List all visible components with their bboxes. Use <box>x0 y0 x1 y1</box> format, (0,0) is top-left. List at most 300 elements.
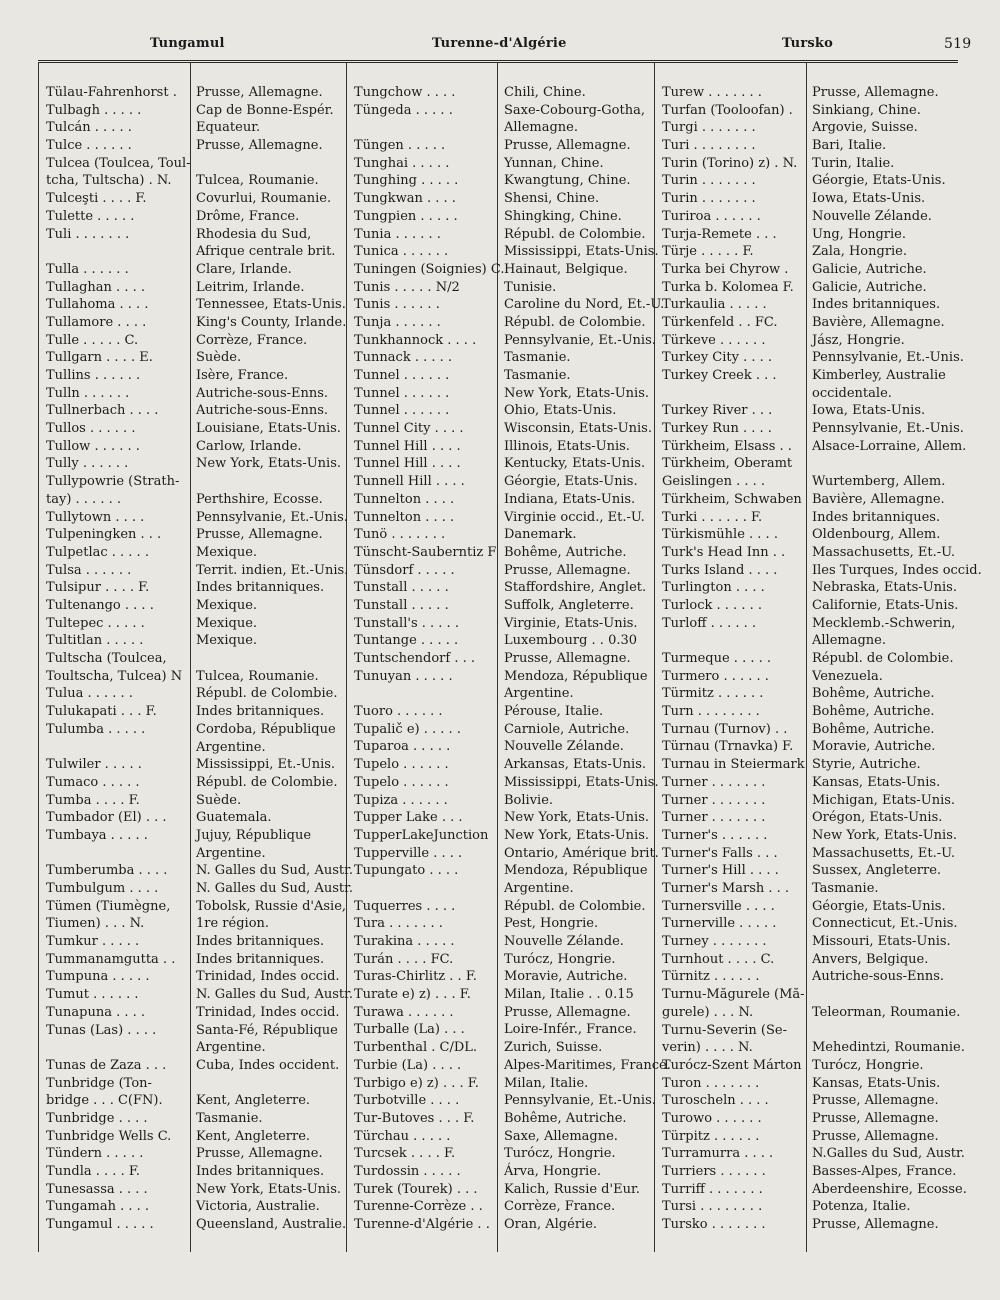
place-location <box>190 703 346 721</box>
place-name <box>656 420 806 438</box>
place-location <box>806 774 962 792</box>
place-name <box>348 845 498 863</box>
place-location-line: Nebraska, Etats-Unis. <box>812 580 957 596</box>
place-location-line: Kansas, Etats-Unis. <box>812 774 941 790</box>
place-location-line: Pennsylvanie, Et.-Unis. <box>812 421 964 437</box>
place-name <box>348 402 498 420</box>
place-name <box>348 172 498 190</box>
place-location-line: Ontario, Amérique brit. <box>504 845 659 861</box>
place-name <box>40 756 190 774</box>
place-name-line: Tupungato . . . . <box>354 863 459 879</box>
place-name <box>656 1181 806 1199</box>
place-location-line: Territ. indien, Et.-Unis. <box>196 562 349 578</box>
place-location <box>498 509 654 527</box>
place-location-line: Virginie occid., Et.-U. <box>504 509 645 525</box>
place-location-line: Républ. de Colombie. <box>812 651 954 667</box>
place-location-line: Queensland, Australie. <box>196 1217 347 1233</box>
place-name <box>348 296 498 314</box>
place-location-line: Jujuy, République <box>196 827 312 843</box>
place-name-line: Tüngeda . . . . . <box>354 102 453 118</box>
place-location <box>498 668 654 703</box>
place-location-line: Suède. <box>196 792 242 808</box>
entry-row <box>656 1075 962 1093</box>
place-location-line: Kalich, Russie d'Eur. <box>504 1181 640 1197</box>
entry-row <box>656 1163 962 1181</box>
place-name-line: Tulle . . . . . C. <box>46 332 139 348</box>
place-location <box>806 650 962 668</box>
entry-row <box>40 367 346 385</box>
place-name-line: Turoscheln . . . . <box>662 1093 769 1109</box>
place-name-line: Tunesassa . . . . <box>46 1181 148 1197</box>
place-location <box>190 279 346 297</box>
entry-row <box>656 898 962 916</box>
place-name <box>348 933 498 951</box>
place-location <box>806 756 962 774</box>
place-location-line: Rhodesia du Sud, <box>196 226 312 242</box>
place-location <box>190 473 346 508</box>
place-location-line: Prusse, Allemagne. <box>504 562 631 578</box>
place-name-line: Turramurra . . . . <box>662 1146 774 1162</box>
entry-row <box>656 986 962 1021</box>
entry-row <box>348 774 659 792</box>
entry-row <box>348 1057 671 1075</box>
place-location <box>190 420 346 438</box>
place-name <box>348 208 498 226</box>
entry-row <box>348 1021 654 1039</box>
place-location <box>806 1128 962 1146</box>
place-location <box>806 509 962 527</box>
place-location <box>190 1128 346 1146</box>
place-name-line: Tümen (Tiumègne, <box>46 898 171 914</box>
place-name <box>348 1092 498 1110</box>
place-name <box>348 597 498 615</box>
place-name <box>656 862 806 880</box>
place-name <box>348 1216 498 1234</box>
entry-row <box>40 809 346 827</box>
place-name-line: Tulsa . . . . . . <box>46 562 132 578</box>
place-location-line: Ohio, Etats-Unis. <box>504 403 617 419</box>
entry-row <box>656 137 962 155</box>
place-location-line: Iowa, Etats-Unis. <box>812 191 926 207</box>
place-location-line: Indes britanniques. <box>812 509 941 525</box>
entry-row <box>656 1092 962 1110</box>
place-location-line: Tasmanie. <box>504 350 571 366</box>
place-location <box>806 986 962 1021</box>
place-name <box>40 314 190 332</box>
place-name-line: Tullgarn . . . . E. <box>46 350 153 366</box>
place-name <box>40 420 190 438</box>
place-name <box>40 1128 190 1146</box>
column-rule <box>346 62 347 1252</box>
header-center-catchword: Turenne-d'Algérie <box>432 36 567 51</box>
place-location <box>498 1128 654 1146</box>
place-location-line: Mendoza, République <box>504 863 648 879</box>
place-name <box>40 84 190 102</box>
place-location <box>190 1198 346 1216</box>
place-name <box>40 208 190 226</box>
place-name <box>656 597 806 615</box>
place-location <box>190 756 346 774</box>
entry-row <box>40 597 346 615</box>
place-name-line: Turas-Chirlitz . . F. <box>354 969 477 985</box>
entry-row <box>40 190 346 208</box>
entry-row <box>348 650 654 668</box>
place-location <box>190 314 346 332</box>
place-location <box>806 402 962 420</box>
place-location <box>190 827 346 862</box>
place-name <box>656 809 806 827</box>
place-location-line: Prusse, Allemagne. <box>196 85 323 100</box>
place-location <box>498 951 654 969</box>
place-name-line: Turon . . . . . . . <box>662 1075 760 1091</box>
place-name-line: Tunas de Zaza . . . <box>46 1057 167 1073</box>
place-name <box>348 915 498 933</box>
place-name <box>348 332 498 350</box>
place-name <box>656 172 806 190</box>
place-name-line: Türje . . . . . F. <box>662 244 754 260</box>
place-location-line: Mexique. <box>196 544 258 560</box>
place-location <box>190 862 354 880</box>
place-name-line: Tulwiler . . . . . <box>46 757 142 773</box>
place-location <box>190 562 349 580</box>
place-name-line: Toultscha, Tulcea) N <box>46 668 183 684</box>
place-location-line: Iles Turques, Indes occid. <box>812 562 982 578</box>
place-name-line: Turner . . . . . . . <box>662 774 766 790</box>
place-name-line: Turbie (La) . . . . <box>354 1057 462 1073</box>
place-location-line: Tasmanie. <box>812 880 879 896</box>
entry-row <box>656 367 962 402</box>
entry-row <box>348 172 654 190</box>
place-name-line: Tullaghan . . . . <box>46 279 145 295</box>
place-location <box>498 862 654 897</box>
place-name-line: Tunnel . . . . . . <box>354 403 450 419</box>
place-location <box>806 827 962 845</box>
entry-row <box>40 226 346 261</box>
entry-row <box>348 1145 654 1163</box>
place-name-line: Tupiza . . . . . . <box>354 792 448 808</box>
place-location <box>806 1057 962 1075</box>
entry-row <box>348 491 654 509</box>
place-name <box>348 261 505 279</box>
place-name-line: Tultscha (Toulcea, <box>46 651 167 667</box>
entry-row <box>656 155 962 173</box>
place-location-line: Alsace-Lorraine, Allem. <box>812 438 967 454</box>
place-location <box>498 296 665 314</box>
place-location <box>190 933 346 951</box>
place-name-line: Tully . . . . . . <box>46 456 129 472</box>
page-header <box>0 0 1000 58</box>
place-location-line: New York, Etats-Unis. <box>196 456 342 472</box>
entry-row <box>656 314 962 332</box>
entry-row <box>40 385 346 403</box>
place-name-line: Turkey Creek . . . <box>662 368 777 383</box>
entry-row <box>656 792 962 810</box>
place-location <box>498 1145 654 1163</box>
place-name <box>656 774 806 792</box>
place-name <box>40 261 190 279</box>
place-name <box>348 190 498 208</box>
place-location-line: Aberdeenshire, Ecosse. <box>812 1181 967 1197</box>
place-location <box>806 933 962 951</box>
place-location-line: Argentine. <box>196 739 266 755</box>
place-location <box>190 367 346 385</box>
place-name <box>40 332 190 350</box>
entry-row <box>348 349 654 367</box>
place-name <box>656 402 806 420</box>
entry-column-3 <box>656 84 982 1254</box>
entry-row <box>348 827 654 845</box>
place-name <box>656 933 806 951</box>
place-location <box>806 1145 965 1163</box>
entry-row <box>40 968 346 986</box>
entry-row <box>40 296 346 314</box>
place-location-line: Shingking, Chine. <box>504 208 622 224</box>
entry-row <box>348 402 654 420</box>
place-name-line: Tumbulgum . . . . <box>46 881 159 897</box>
place-name <box>40 986 190 1004</box>
place-location-line: Chili, Chine. <box>504 85 586 100</box>
place-location-line: Tasmanie. <box>196 1111 263 1127</box>
place-name <box>656 226 806 244</box>
place-name <box>40 792 190 810</box>
place-name <box>40 685 190 703</box>
place-name <box>656 1092 806 1110</box>
place-location <box>190 226 346 261</box>
entry-row <box>656 261 962 279</box>
entry-row <box>348 933 654 951</box>
place-location-line: Louisiane, Etats-Unis. <box>196 421 341 437</box>
place-location-line: Mexique. <box>196 597 258 613</box>
place-name <box>656 279 806 297</box>
place-location-line: Allemagne. <box>504 120 578 136</box>
place-name <box>40 862 190 880</box>
entry-row <box>656 119 962 137</box>
place-location <box>806 1181 967 1199</box>
place-name <box>40 721 190 756</box>
place-name-line: Tuoro . . . . . . <box>354 704 443 720</box>
place-location <box>498 968 654 986</box>
place-location-line: Tulcea, Roumanie. <box>196 668 319 684</box>
entry-row <box>656 668 962 686</box>
place-name <box>40 226 190 261</box>
place-name <box>40 562 190 580</box>
place-location-line: Indes britanniques. <box>196 934 325 950</box>
entry-row <box>40 261 346 279</box>
place-location <box>190 951 346 969</box>
entry-row <box>656 243 962 261</box>
entry-row <box>656 544 962 562</box>
place-location <box>498 845 659 863</box>
place-location-line: Leitrim, Irlande. <box>196 279 305 295</box>
entry-row <box>656 685 962 703</box>
place-location <box>806 1022 965 1057</box>
place-name <box>656 738 806 756</box>
place-name <box>656 455 806 490</box>
place-location-line: Equateur. <box>196 120 261 136</box>
place-name-line: Tunö . . . . . . . <box>354 527 446 543</box>
place-name <box>348 1181 498 1199</box>
place-location-line: Kwangtung, Chine. <box>504 173 631 189</box>
place-location <box>806 1216 962 1234</box>
place-location <box>498 632 654 650</box>
place-name-line: Tupelo . . . . . . <box>354 774 449 790</box>
place-location-line: Yunnan, Chine. <box>504 155 604 171</box>
place-name <box>656 721 806 739</box>
place-name-line: Tullahoma . . . . <box>46 297 149 313</box>
entry-row <box>656 951 962 969</box>
place-location-line: Cordoba, République <box>196 721 336 737</box>
place-name <box>656 367 806 402</box>
place-location <box>498 1216 654 1234</box>
place-location-line: Guatemala. <box>196 810 272 826</box>
place-name <box>656 968 806 986</box>
entry-row <box>656 1128 962 1146</box>
place-name <box>656 155 806 173</box>
place-name <box>348 774 498 792</box>
place-name-line: Tumbador (El) . . . <box>46 810 167 826</box>
place-location-line: Mendoza, République <box>504 668 648 684</box>
place-location-line: Carlow, Irlande. <box>196 438 302 454</box>
place-name <box>40 102 190 120</box>
place-location-line: Sussex, Angleterre. <box>812 863 942 879</box>
place-name <box>348 455 498 473</box>
place-name-line: Tulukapati . . . F. <box>46 704 157 720</box>
place-name <box>40 473 190 508</box>
place-location <box>498 332 654 350</box>
place-location <box>190 526 346 544</box>
place-name-line: Tullytown . . . . <box>46 509 145 525</box>
place-location-line: Mississippi, Et.-Unis. <box>196 757 336 773</box>
entry-row <box>656 402 962 420</box>
place-name-line: Türkenfeld . . FC. <box>662 314 778 330</box>
place-location <box>498 597 654 615</box>
place-location <box>806 951 962 969</box>
place-location-line: Allemagne. <box>812 633 886 649</box>
place-name <box>348 703 498 721</box>
place-location <box>498 827 654 845</box>
place-name-line: Türmitz . . . . . . <box>662 686 764 702</box>
entry-row <box>656 455 962 490</box>
place-location <box>190 190 346 208</box>
place-name-line: Tunbridge . . . . <box>46 1111 148 1127</box>
entry-row <box>40 208 346 226</box>
place-name-line: Tulette . . . . . <box>46 208 135 224</box>
place-name-line: Turnau in Steiermark <box>662 757 805 773</box>
place-name <box>348 615 498 633</box>
place-name <box>348 314 498 332</box>
entry-row <box>656 774 962 792</box>
place-name-line: Turriers . . . . . . <box>662 1164 766 1180</box>
place-name-line: Tursi . . . . . . . . <box>662 1199 763 1215</box>
place-location <box>806 738 962 756</box>
place-location-line: Trinidad, Indes occid. <box>196 969 340 985</box>
place-location <box>190 349 346 367</box>
entry-row <box>348 562 654 580</box>
place-name <box>656 102 806 120</box>
entry-row <box>40 473 346 508</box>
entry-row <box>348 155 654 173</box>
entry-row <box>348 597 654 615</box>
place-location <box>806 190 962 208</box>
place-name <box>348 951 498 969</box>
place-name <box>348 738 498 756</box>
place-name <box>348 1198 498 1216</box>
place-name <box>348 809 498 827</box>
place-name <box>348 102 498 137</box>
place-location-line: Luxembourg . . 0.30 <box>504 633 638 649</box>
place-name <box>656 84 806 102</box>
place-name <box>656 243 806 261</box>
place-location-line: Bohême, Autriche. <box>504 1110 627 1126</box>
place-name <box>348 898 498 916</box>
place-name-line: Turbotville . . . . <box>354 1093 460 1109</box>
place-name <box>40 615 190 633</box>
entry-row <box>40 827 346 862</box>
place-name-line: Tullins . . . . . . <box>46 368 141 384</box>
place-name-line: Tungamah . . . . <box>46 1199 149 1215</box>
place-name <box>348 1021 498 1039</box>
place-location <box>190 615 346 633</box>
place-location <box>498 455 654 473</box>
place-name-line: Turney . . . . . . . <box>662 934 767 950</box>
place-name-line: verin) . . . . N. <box>662 1040 753 1056</box>
place-name-line: Tulln . . . . . . <box>46 385 130 401</box>
place-location <box>806 491 962 509</box>
place-location <box>806 314 962 332</box>
place-location <box>190 402 346 420</box>
place-location <box>806 1075 962 1093</box>
entry-row <box>40 84 346 102</box>
place-location <box>190 579 346 597</box>
entry-row <box>40 509 346 527</box>
place-location <box>190 155 346 190</box>
place-name-line: Tulceşti . . . . F. <box>46 191 147 207</box>
place-location-line: Mississippi, Etats-Unis. <box>504 244 659 260</box>
entry-row <box>348 1092 654 1110</box>
place-location <box>498 155 654 173</box>
place-name <box>40 1022 190 1057</box>
place-name <box>348 827 498 845</box>
entry-row <box>656 827 962 845</box>
place-name <box>348 756 498 774</box>
place-name-line: Turi . . . . . . . . <box>662 138 756 154</box>
entry-row <box>40 650 346 685</box>
entry-row <box>40 349 346 367</box>
place-name-line: tay) . . . . . . <box>46 491 121 507</box>
entry-row <box>348 226 654 244</box>
place-name <box>40 1216 190 1234</box>
place-name-line: Turnerville . . . . . <box>662 916 777 932</box>
place-name-line: Tunbridge (Ton- <box>46 1075 152 1091</box>
place-location-line <box>196 155 346 173</box>
place-location <box>498 84 654 102</box>
column-rule <box>654 62 655 1252</box>
entry-row <box>348 668 654 703</box>
place-location-line: Drôme, France. <box>196 208 300 224</box>
place-name <box>656 1110 806 1128</box>
place-name <box>40 190 190 208</box>
place-name-line: Tunstall . . . . . <box>354 597 449 613</box>
place-name <box>40 968 190 986</box>
place-name-line: Tungchow . . . . <box>354 85 456 100</box>
entry-row <box>40 685 346 703</box>
place-name <box>40 1198 190 1216</box>
place-name <box>656 951 806 969</box>
place-location <box>190 102 346 120</box>
place-location <box>498 473 654 491</box>
place-name-line: Turkey River . . . <box>662 403 773 419</box>
place-location-line: New York, Etats-Unis. <box>504 810 650 826</box>
